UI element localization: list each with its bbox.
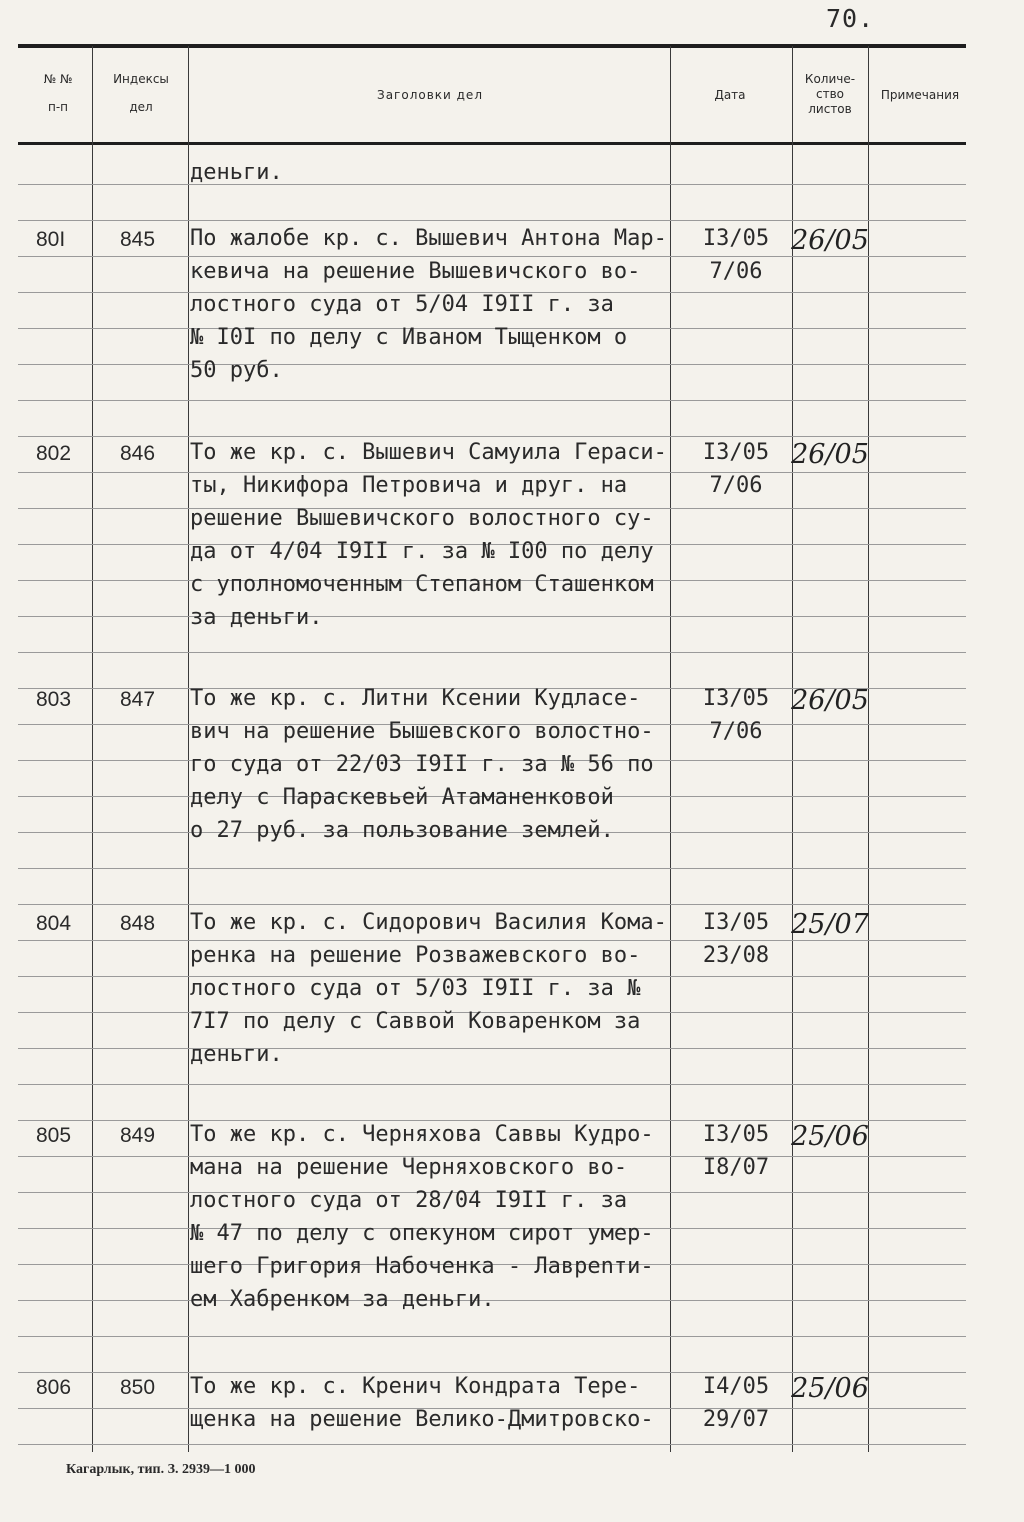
- header-date: Дата: [714, 88, 746, 102]
- ruled-line: [18, 1336, 966, 1337]
- ruled-line: [18, 400, 966, 401]
- entry-date: I4/05: [702, 1374, 770, 1399]
- entry-title-line: о 27 руб. за пользование землей.: [190, 818, 614, 843]
- header-notes: Примечания: [880, 88, 960, 102]
- continuation-text: деньги.: [190, 160, 283, 185]
- ruled-line: [18, 868, 966, 869]
- entry-title-line: решение Вышевичского волостного су-: [190, 506, 654, 531]
- printer-footer: Кагарлык, тип. З. 2939—1 000: [66, 1462, 256, 1477]
- entry-number: 80I: [36, 228, 66, 251]
- header-num: № № п-п: [43, 72, 73, 114]
- entry-title-line: лостного суда от 5/03 I9II г. за №: [190, 976, 641, 1001]
- entry-date: 7/06: [709, 719, 763, 744]
- entry-title-line: кевича на решение Вышевичского во-: [190, 259, 641, 284]
- entry-index: 848: [120, 912, 156, 935]
- entry-title-line: № I0I по делу с Иваном Тыщенком о: [190, 325, 628, 350]
- entry-title-line: лостного суда от 28/04 I9II г. за: [190, 1188, 628, 1213]
- entry-title-line: мана на решение Черняховского во-: [190, 1155, 628, 1180]
- entry-title-line: лостного суда от 5/04 I9II г. за: [190, 292, 614, 317]
- entry-title-line: То же кр. с. Сидорович Василия Кома-: [190, 910, 667, 935]
- top-rule: [18, 44, 966, 48]
- entry-title-line: да от 4/04 I9II г. за № I00 по делу: [190, 539, 654, 564]
- entry-title-line: шего Григория Набоченка - Лаврenти-: [190, 1254, 654, 1279]
- entry-index: 847: [120, 688, 156, 711]
- entry-title-line: То же кр. с. Вышевич Самуила Гераси-: [190, 440, 667, 465]
- entry-number: 806: [36, 1376, 72, 1399]
- header-sheets: Количе- ство листов: [804, 72, 856, 116]
- entry-title-line: с уполномоченным Степаном Сташенком: [190, 572, 654, 597]
- entry-date: I3/05: [702, 226, 770, 251]
- entry-number: 803: [36, 688, 72, 711]
- entry-title-line: ем Хабренком за деньги.: [190, 1287, 495, 1312]
- ruled-line: [18, 1084, 966, 1085]
- entry-date: 7/06: [709, 259, 763, 284]
- entry-date: 29/07: [702, 1407, 770, 1432]
- entry-number: 804: [36, 912, 72, 935]
- entry-number: 805: [36, 1124, 72, 1147]
- entry-sheets-handwritten: 26/05: [791, 225, 869, 256]
- ruled-line: [18, 220, 966, 221]
- entry-title-line: вич на решение Бышевского волостно-: [190, 719, 654, 744]
- entry-index: 845: [120, 228, 156, 251]
- entry-title-line: № 47 по делу с опекуном сирот умер-: [190, 1221, 654, 1246]
- entry-title-line: То же кр. с. Кренич Кондрата Тере-: [190, 1374, 641, 1399]
- entry-title-line: По жалобе кр. с. Вышевич Антона Мар-: [190, 226, 667, 251]
- entry-sheets-handwritten: 26/05: [791, 685, 869, 716]
- entry-title-line: ты, Никифора Петровича и друг. на: [190, 473, 628, 498]
- entry-title-line: делу с Параскевьей Атаманенковой: [190, 785, 614, 810]
- entry-date: I8/07: [702, 1155, 770, 1180]
- entry-sheets-handwritten: 25/07: [791, 909, 869, 940]
- entry-date: I3/05: [702, 1122, 770, 1147]
- entry-date: I3/05: [702, 440, 770, 465]
- entry-title-line: То же кр. с. Литни Ксении Кудласе-: [190, 686, 641, 711]
- ruled-line: [18, 652, 966, 653]
- entry-title-line: ренка на решение Розважевского во-: [190, 943, 641, 968]
- entry-index: 850: [120, 1376, 156, 1399]
- entry-date: 7/06: [709, 473, 763, 498]
- entry-index: 849: [120, 1124, 156, 1147]
- ruled-line: [18, 904, 966, 905]
- entry-title-line: щенка на решение Велико-Дмитровско-: [190, 1407, 654, 1432]
- entry-title-line: То же кр. с. Черняхова Саввы Кудро-: [190, 1122, 654, 1147]
- entry-date: 23/08: [702, 943, 770, 968]
- entry-number: 802: [36, 442, 72, 465]
- header-title: Заголовки дел: [377, 88, 483, 102]
- header-rule: [18, 142, 966, 145]
- entry-sheets-handwritten: 25/06: [791, 1373, 869, 1404]
- entry-title-line: 50 руб.: [190, 358, 283, 383]
- entry-sheets-handwritten: 26/05: [791, 439, 869, 470]
- entry-index: 846: [120, 442, 156, 465]
- entry-sheets-handwritten: 25/06: [791, 1121, 869, 1152]
- header-index: Индексы дел: [113, 72, 169, 114]
- entry-title-line: деньги.: [190, 1042, 283, 1067]
- entry-date: I3/05: [702, 686, 770, 711]
- entry-date: I3/05: [702, 910, 770, 935]
- entry-title-line: за деньги.: [190, 605, 323, 630]
- entry-title-line: го суда от 22/03 I9II г. за № 56 по: [190, 752, 654, 777]
- ruled-line: [18, 1444, 966, 1445]
- entry-title-line: 7I7 по делу с Саввой Коваренком за: [190, 1009, 641, 1034]
- page-number: 70.: [826, 4, 875, 33]
